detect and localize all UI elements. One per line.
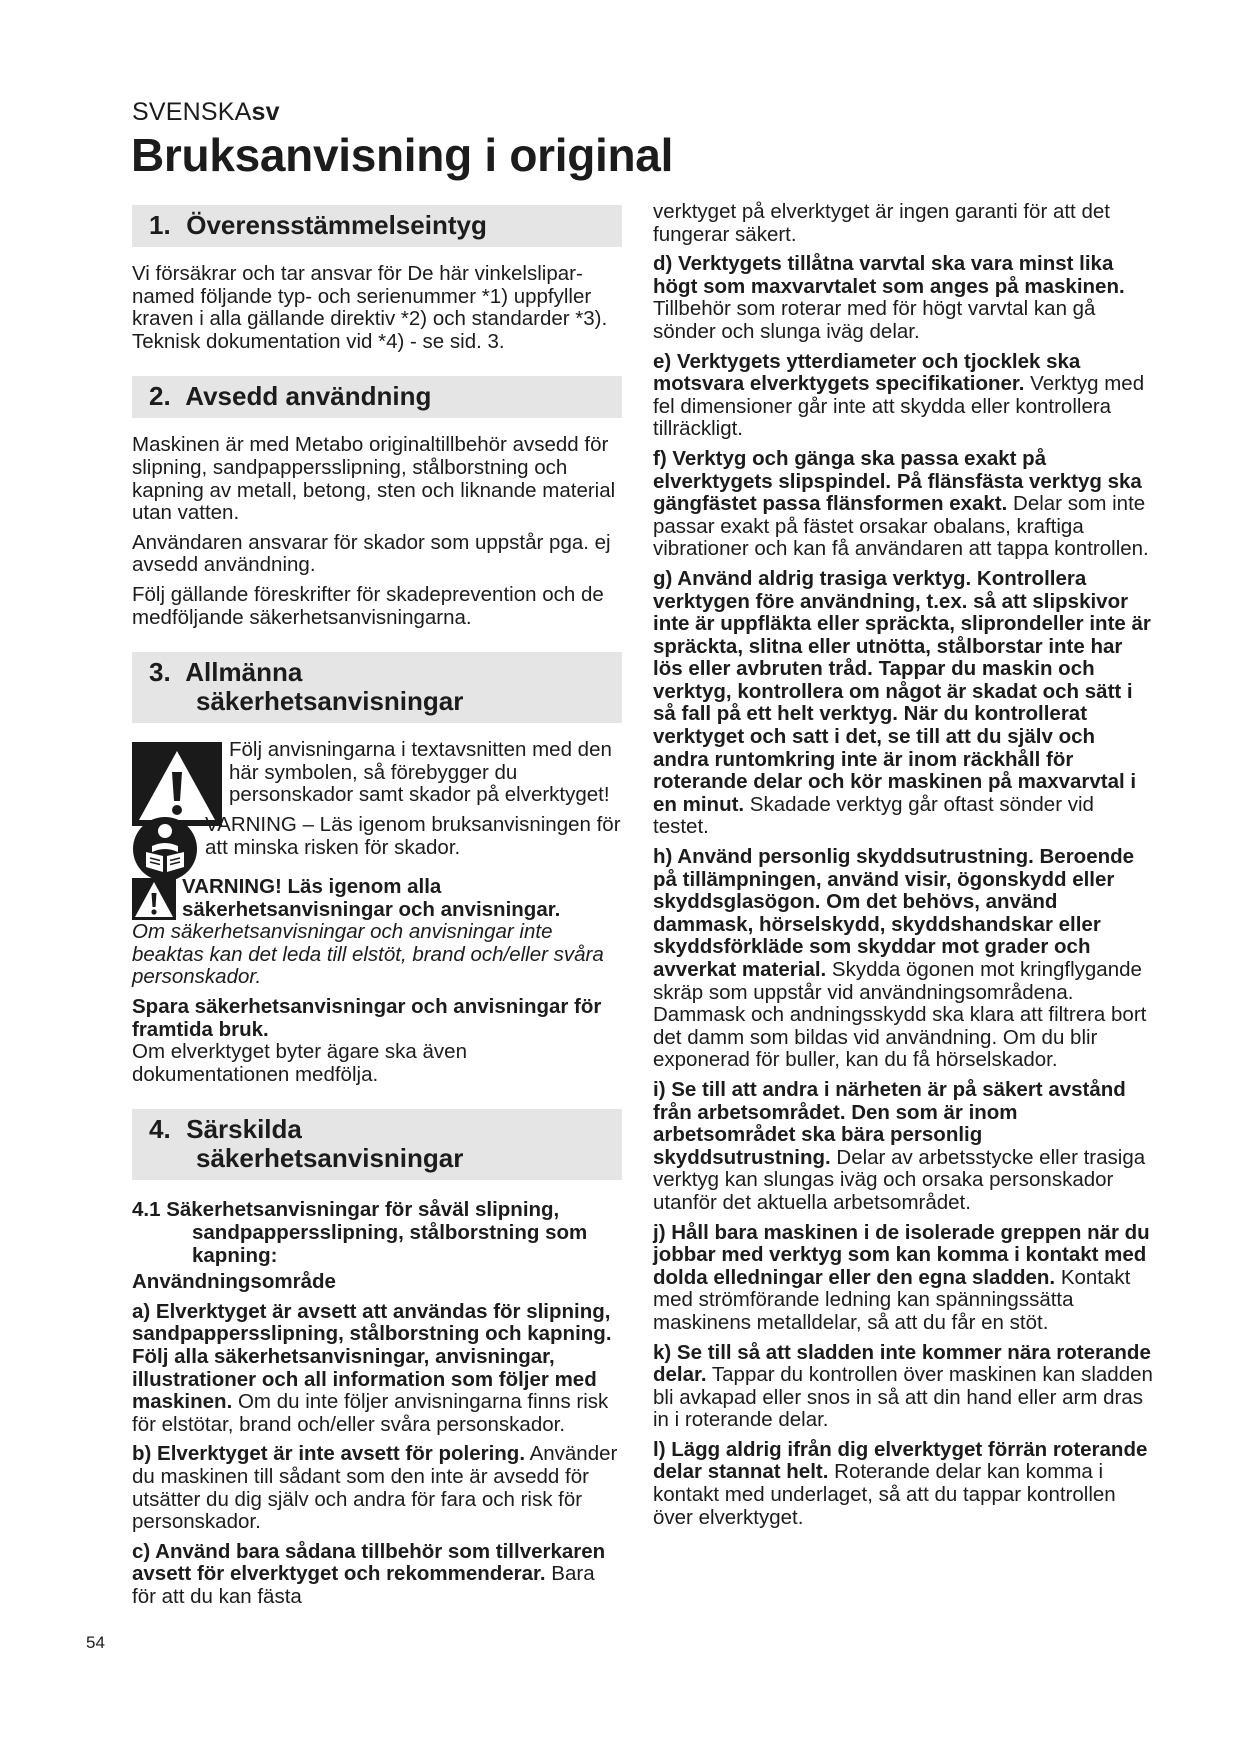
item-c-text: Bara för att du kan fästa — [132, 1562, 595, 1608]
item-b-bold: b) Elverktyget är inte avsett för polering. — [132, 1442, 526, 1466]
item-e-bold: e) Verktygets ytterdiameter och tjocklek ska motsvara elverktygets specifikationer. — [653, 349, 1081, 396]
save-instructions-text: Om elverktyget byter ägare ska även dokumentationen medfölja. — [132, 1040, 467, 1086]
subsection-4-1-number: 4.1 — [132, 1198, 161, 1222]
usage-area-heading: Användningsområde — [132, 1270, 336, 1294]
item-l-text: Roterande delar kan komma i kontakt med underlaget, så att du tappar kontrollen över elverktyget. — [653, 1460, 1116, 1529]
manual-warning-text: VARNING – Läs igenom bruksanvisningen för att minska risken för skador. — [205, 812, 621, 859]
section-3-heading — [132, 652, 622, 723]
page-number: 54 — [86, 1633, 105, 1652]
item-a — [132, 1301, 622, 1437]
subsection-4-1-line-2: sandpappersslipning, stålborstning som kapning: — [192, 1221, 588, 1267]
section-2-number: 2. — [149, 381, 171, 412]
item-a-text: Om du inte följer anvisningarna finns risk för elstötar, brand och/eller svåra personskador. — [132, 1390, 609, 1436]
item-b-text: Använder du maskinen till sådant som den inte är avsedd för utsätter du dig själv och andra för fara och risk för personskador. — [132, 1442, 618, 1534]
section-4-title-line-2: säkerhetsanvisningar — [196, 1143, 464, 1174]
item-j-bold: j) Håll bara maskinen i de isolerade greppen när du jobbar med verktyg som kan komma i kontakt med dolda elledningar eller den egna sladden. — [653, 1220, 1150, 1289]
general-warning-bold: VARNING! Läs igenom alla säkerhetsanvisningar och anvisningar. — [182, 875, 561, 921]
item-g — [653, 568, 1153, 839]
item-k-text: Tappar du kontrollen över maskinen kan sladden bli avkapad eller snos in så att din hand eller arm dras in i roterande delar. — [653, 1363, 1153, 1432]
item-h-bold: h) Använd personlig skyddsutrustning. Beroende på tillämpningen, använd visir, ögonskydd eller skyddsglasögon. Om det behövs, använd dammask, hörselskydd, skyddshandskar eller skyddsförkläde som skyddar mot grader och avverkat material. — [653, 845, 1135, 981]
item-k-bold: k) Se till så att sladden inte kommer nära roterande delar. — [653, 1340, 1151, 1387]
item-f — [653, 448, 1153, 561]
right-column — [653, 201, 1153, 1536]
section-2-title: Avsedd användning — [185, 381, 432, 412]
section-2-paragraph-1: Maskinen är med Metabo originaltillbehör avsedd för slipning, sandpappersslipning, stålborstning och kapning av metall, betong, sten och liknande material utan vatten. — [132, 433, 616, 525]
section-1-body: Vi försäkrar och tar ansvar för De här vinkelslipar-named följande typ- och serienummer *1) uppfyller kraven i alla gällande direktiv *2) och standarder *3). Teknisk dokumentation vid *4) - se sid. 3. — [132, 262, 608, 353]
item-b — [132, 1443, 622, 1533]
section-3-number: 3. — [149, 657, 171, 688]
item-e-text: Verktyg med fel dimensioner går inte att skydda eller kontrollera tillräckligt. — [653, 372, 1145, 441]
general-warning — [132, 876, 622, 921]
subsection-4-1-heading — [132, 1199, 622, 1267]
section-2-paragraph-3: Följ gällande föreskrifter för skadeprevention och de medföljande säkerhetsanvisningarna. — [132, 582, 604, 629]
language-code: sv — [251, 98, 280, 126]
general-warning-italic: Om säkerhetsanvisningar och anvisningar inte beaktas kan det leda till elstöt, brand och/eller svåra personskador. — [132, 920, 604, 989]
item-f-bold: f) Verktyg och gänga ska passa exakt på elverktygets slipspindel. På flänsfästa verktyg ska gängfästet passa flänsformen exakt. — [653, 446, 1142, 516]
subsection-4-1-line-1: Säkerhetsanvisningar för såväl slipning, — [166, 1198, 560, 1222]
warning-symbol-note — [132, 739, 622, 807]
item-c — [132, 1541, 622, 1609]
language-label — [132, 98, 280, 127]
language-name: SVENSKA — [132, 98, 252, 126]
item-i — [653, 1079, 1153, 1215]
item-g-text: Skadade verktyg går oftast sönder vid testet. — [653, 792, 1094, 839]
item-h-text: Skydda ögonen mot kringflygande skräp som uppstår vid användningsområdena. Dammask och andningsskydd ska klara att filtrera bort det damm som bildas vid användning. Om du blir exponerad för buller, kan du få hörselskador. — [653, 958, 1147, 1072]
item-h — [653, 846, 1153, 1072]
section-2-heading — [132, 376, 622, 418]
item-g-bold: g) Använd aldrig trasiga verktyg. Kontrollera verktygen före användning, t.ex. så att slipskivor inte är uppfläkta eller spräckta, sliprondeller inte är spräckta, slitna eller utnötta, stålborstar inte har lös eller avbruten tråd. Tappar du maskin och verktyg, kontrollera om något är skadat och sätt i så fall på ett helt verktyg. När du kontrollerat verktyget och satt i det, se till att du själv och andra runtomkring inte är inom räckhåll för roterande delar och kör maskinen på maxvarvtal i en minut. — [653, 566, 1151, 816]
section-3-title-line-2: säkerhetsanvisningar — [196, 686, 464, 717]
section-1-heading — [132, 205, 622, 247]
item-c-bold: c) Använd bara sådana tillbehör som tillverkaren avsett för elverktyget och rekommenderar. — [132, 1539, 606, 1586]
section-4-title-line-1: Särskilda — [186, 1114, 302, 1145]
item-j — [653, 1222, 1153, 1335]
page-title: Bruksanvisning i original — [131, 129, 674, 181]
item-l-bold: l) Lägg aldrig ifrån dig elverktyget förrän roterande delar stannat helt. — [653, 1437, 1148, 1484]
item-l — [653, 1439, 1153, 1529]
item-j-text: Kontakt med strömförande ledning kan spänningssätta maskinens metalldelar, så att du får en stöt. — [653, 1265, 1131, 1334]
item-k — [653, 1342, 1153, 1432]
item-d-text: Tillbehör som roterar med för högt varvtal kan gå sönder och slunga iväg delar. — [653, 297, 1096, 343]
section-1-number: 1. — [149, 210, 171, 240]
item-f-text: Delar som inte passar exakt på fästet orsakar obalans, kraftiga vibrationer och kan få användaren att tappa kontrollen. — [653, 492, 1149, 561]
section-3-title-line-1: Allmänna — [185, 657, 303, 688]
item-d-bold: d) Verktygets tillåtna varvtal ska vara minst lika högt som maxvarvtalet som anges på maskinen. — [653, 252, 1125, 298]
item-a-bold: a) Elverktyget är avsett att användas för slipning, sandpappersslipning, stålborstning och kapning. Följ alla säkerhetsanvisningar, anvisningar, illustrationer och all information som följer med maskinen. — [132, 1299, 612, 1414]
read-manual-icon — [132, 816, 198, 882]
left-column — [132, 205, 622, 1616]
warning-symbol-text: Följ anvisningarna i textavsnitten med den här symbolen, så förebygger du personskador samt skador på elverktyget! — [229, 738, 612, 807]
save-instructions-bold: Spara säkerhetsanvisningar och anvisningar för framtida bruk. — [132, 995, 602, 1041]
item-d — [653, 253, 1153, 343]
warning-triangle-small-icon — [132, 878, 176, 920]
item-e — [653, 351, 1153, 441]
item-c-continued: verktyget på elverktyget är ingen garanti för att det fungerar säkert. — [653, 200, 1110, 246]
item-i-text: Delar av arbetsstycke eller trasiga verktyg kan slungas iväg och orsaka personskador utanför det aktuella arbetsområdet. — [653, 1145, 1146, 1214]
section-4-heading — [132, 1109, 622, 1180]
manual-note — [132, 814, 622, 859]
section-1-title: Överensstämmelseintyg — [186, 210, 487, 240]
item-i-bold: i) Se till att andra i närheten är på säkert avstånd från arbetsområdet. Den som är inom arbetsområdet ska bära personlig skyddsutrustning. — [653, 1077, 1126, 1169]
section-2-paragraph-2: Användaren ansvarar för skador som uppstår pga. ej avsedd användning. — [132, 530, 611, 577]
section-4-number: 4. — [149, 1114, 171, 1145]
